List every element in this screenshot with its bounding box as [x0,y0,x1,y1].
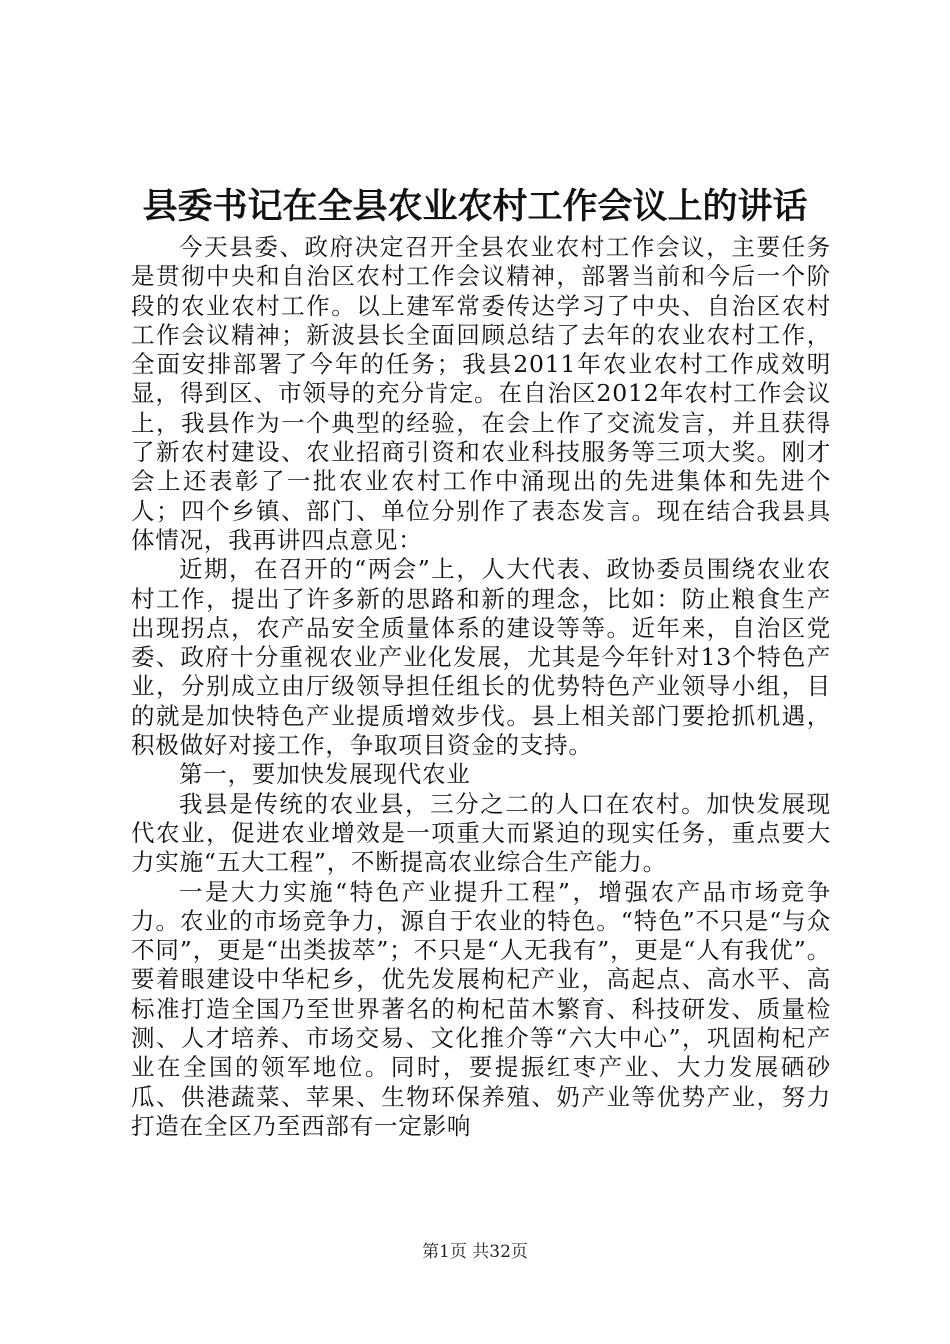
paragraph: 今天县委、政府决定召开全县农业农村工作会议，主要任务是贯彻中央和自治区农村工作会议精神，部署当前和今后一个阶段的农业农村工作。以上建军常委传达学习了中央、自治区农村工作会议精神；新波县长全面回顾总结了去年的农业农村工作，全面安排部署了今年的任务；我县2011年农业农村工作成效明显，得到区、市领导的充分肯定。在自治区2012年农村工作会议上，我县作为一个典型的经验，在会上作了交流发言，并且获得了新农村建设、农业招商引资和农业科技服务等三项大奖。刚才会上还表彰了一批农业农村工作中涌现出的先进集体和先进个人；四个乡镇、部门、单位分别作了表态发言。现在结合我县具体情况，我再讲四点意见： [131,233,831,554]
page-number-footer: 第1页 共32页 [422,1242,528,1262]
paragraph: 一是大力实施“特色产业提升工程”，增强农产品市场竞争力。农业的市场竞争力，源自于农业的特色。“特色”不只是“与众不同”，更是“出类拔萃”；不只是“人无我有”，更是“人有我优”。要着眼建设中华杞乡，优先发展枸杞产业，高起点、高水平、高标准打造全国乃至世界著名的枸杞苗木繁育、科技研发、质量检测、人才培养、市场交易、文化推介等“六大中心”，巩固枸杞产业在全国的领军地位。同时，要提振红枣产业、大力发展硒砂瓜、供港蔬菜、苹果、生物环保养殖、奶产业等优势产业，努力打造在全区乃至西部有一定影响 [131,877,831,1140]
document-title: 县委书记在全县农业农村工作会议上的讲话 [142,186,808,227]
section-heading: 第一，要加快发展现代农业 [179,760,471,789]
paragraph: 我县是传统的农业县，三分之二的人口在农村。加快发展现代农业，促进农业增效是一项重大而紧迫的现实任务，重点要大力实施“五大工程”，不断提高农业综合生产能力。 [131,789,831,877]
paragraph: 近期，在召开的“两会”上，人大代表、政协委员围绕农业农村工作，提出了许多新的思路和新的理念，比如：防止粮食生产出现拐点，农产品安全质量体系的建设等等。近年来，自治区党委、政府十分重视农业产业化发展，尤其是今年针对13个特色产业，分别成立由厅级领导担任组长的优势特色产业领导小组，目的就是加快特色产业提质增效步伐。县上相关部门要抢抓机遇，积极做好对接工作，争取项目资金的支持。 [131,555,831,760]
document-body [131,233,831,1141]
